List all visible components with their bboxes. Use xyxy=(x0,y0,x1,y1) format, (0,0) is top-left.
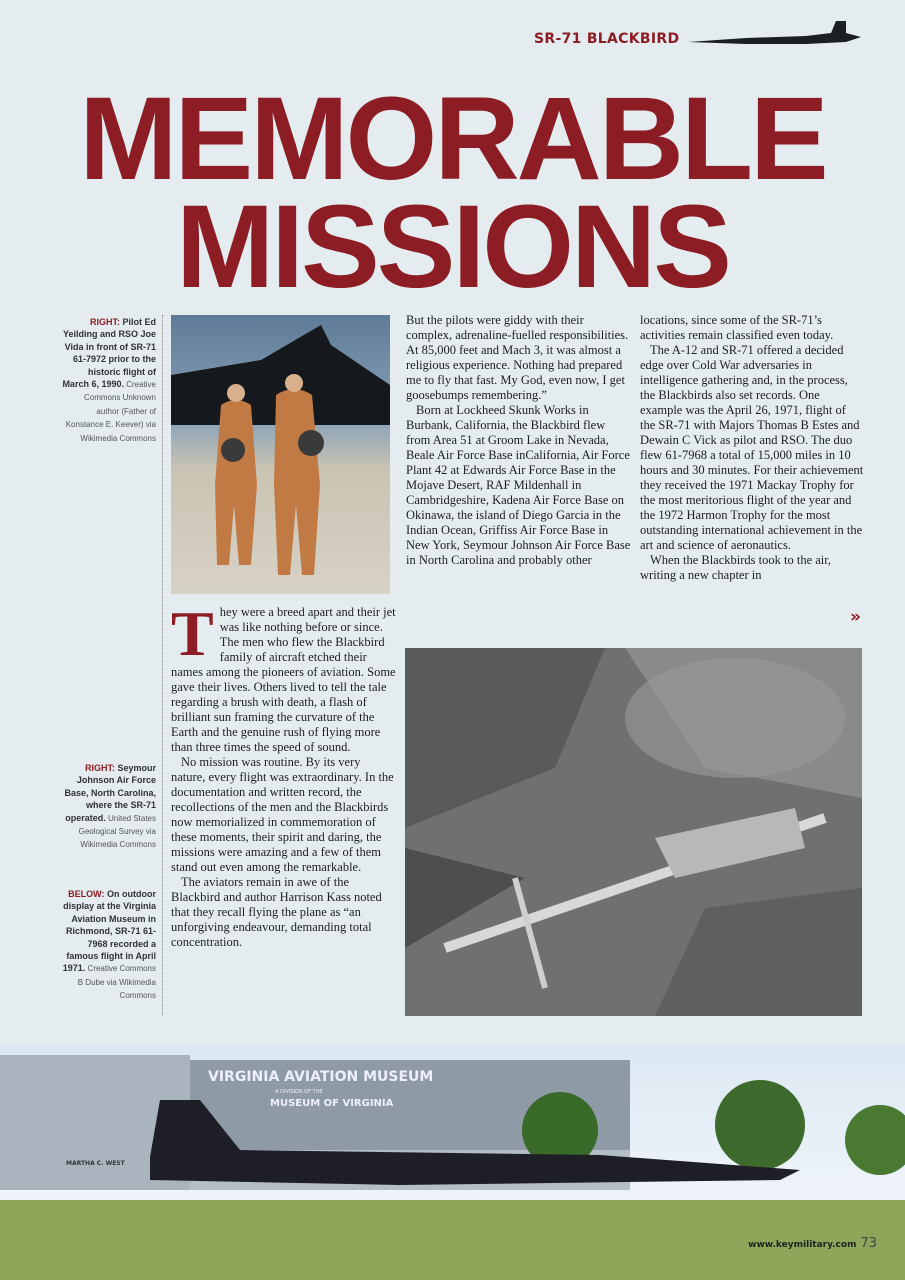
page-number: 73 xyxy=(860,1236,877,1251)
continue-arrow-icon: » xyxy=(850,607,861,627)
paragraph: The aviators remain in awe of the Blackbird and author Harrison Kass noted that they recall flying the plane as “an unforgiving endeavour, demanding total concentration. xyxy=(171,875,382,949)
body-column-3 xyxy=(640,313,864,583)
page-title-line1: MEMORABLE xyxy=(79,73,826,205)
caption-text: On outdoor display at the Virginia Aviation Museum in Richmond, SR-71 61-7968 recorded a famous flight in April 1971. xyxy=(62,889,156,974)
caption-divider xyxy=(162,315,163,1015)
caption-airbase xyxy=(60,762,156,852)
museum-sign: VIRGINIA AVIATION MUSEUM xyxy=(208,1069,434,1085)
section-kicker: SR-71 BLACKBIRD xyxy=(534,31,680,47)
page-title-line2: MISSIONS xyxy=(176,181,729,313)
paragraph: locations, since some of the SR-71’s activities remain classified even today. xyxy=(640,313,834,342)
museum-sub-sign: A DIVISION OF THE xyxy=(275,1089,323,1095)
caption-credit: Creative Commons Unknown author (Father of Konstance E. Keever) via Wikimedia Commons xyxy=(65,380,156,443)
caption-credit: United States Geological Survey via Wikimedia Commons xyxy=(78,813,156,850)
pilots-photo xyxy=(171,315,390,594)
caption-label: RIGHT: xyxy=(90,317,120,327)
paragraph: When the Blackbirds took to the air, writing a new chapter in xyxy=(640,553,832,582)
paragraph: But the pilots were giddy with their complex, adrenaline-fuelled responsibilities. At 85,000 feet and Mach 3, it was almost a religious experience. Nothing had prepared me to fly that fast. My God, even now, I get goosebumps remembering.” xyxy=(406,313,629,402)
paragraph: hey were a breed apart and their jet was like nothing before or since. The men who flew the Blackbird family of aircraft etched their names among the pioneers of aviation. Some gave their lives. Others lived to tell the tale regarding a brush with death, a flash of brilliant sun framing the curvature of the Earth and the genuine rush of flying more than three times the speed of sound. xyxy=(171,605,396,754)
caption-label: BELOW: xyxy=(68,889,105,899)
caption-label: RIGHT: xyxy=(84,763,115,773)
paragraph: No mission was routine. By its very nature, every flight was extraordinary. In the documentation and written record, the recollections of the men and the Blackbirds now memorialized in commemoration of these moments, their spirit and daring, the missions were amazing and a few of them stand out even among the remarkable. xyxy=(171,755,394,874)
caption-text: Pilot Ed Yeilding and RSO Joe Vida in front of SR-71 61-7972 prior to the historic flight of March 6, 1990. xyxy=(62,317,156,390)
page-footer xyxy=(748,1236,877,1251)
sr71-silhouette-icon xyxy=(686,18,864,48)
caption-pilots xyxy=(60,316,156,445)
body-column-2 xyxy=(406,313,632,568)
footer-url: www.keymilitary.com xyxy=(748,1240,857,1250)
building-sign: MARTHA C. WEST xyxy=(66,1160,125,1167)
paragraph: The A-12 and SR-71 offered a decided edge over Cold War adversaries in intelligence gathering and, in the process, the Blackbirds also set records. One example was the April 26, 1971, flight of the SR-71 with Majors Thomas B Estes and Dewain C Vick as pilot and RSO. The duo flew 61-7968 a total of 15,000 miles in 10 hours and 30 minutes. For their achievement they received the 1971 Mackay Trophy for the most meritorious flight of the year and the 1972 Harmon Trophy for the most outstanding international achievement in the art and science of aeronautics. xyxy=(640,343,864,552)
drop-cap: T xyxy=(171,598,214,669)
airbase-aerial-photo xyxy=(405,648,862,1016)
body-column-1 xyxy=(171,598,397,950)
museum-sign-2: MUSEUM OF VIRGINIA xyxy=(270,1098,394,1109)
paragraph: Born at Lockheed Skunk Works in Burbank, California, the Blackbird flew from Area 51 at Groom Lake in Nevada, Beale Air Force Base inCalifornia, Air Force Plant 42 at Edwards Air Force Base in the Mojave Desert, RAF Mildenhall in Cambridgeshire, Kadena Air Force Base on Okinawa, the island of Diego Garcia in the Indian Ocean, Griffiss Air Force Base in New York, Seymour Johnson Air Force Base in North Carolina and probably other xyxy=(406,403,631,567)
caption-text: Seymour Johnson Air Force Base, North Carolina, where the SR-71 operated. xyxy=(64,763,156,823)
caption-credit: Creative Commons B Dube via Wikimedia Commons xyxy=(77,964,156,1001)
caption-museum xyxy=(60,888,156,1003)
